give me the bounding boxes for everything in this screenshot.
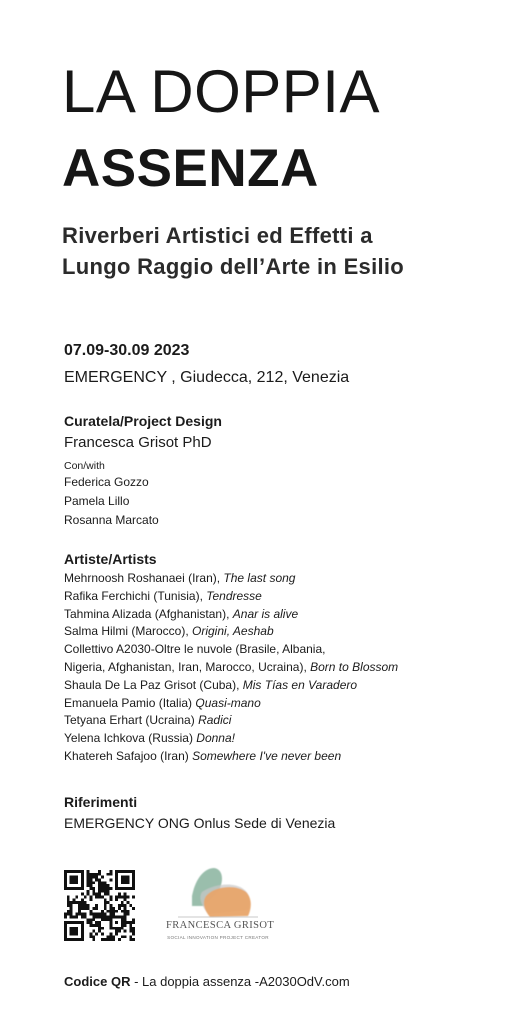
artwork-title: Anar is alive [232, 606, 299, 621]
logo-name: FRANCESCA GRISOT [166, 920, 275, 931]
event-dates: 07.09-30.09 2023 [64, 342, 190, 359]
references-heading: Riferimenti [64, 794, 138, 810]
artist-name: Collettivo A2030-Oltre le nuvole (Brasile, Albania, [64, 642, 326, 657]
footer-text: - La doppia assenza -A2030OdV.com [130, 974, 350, 989]
curator-lead: Francesca Grisot PhD [64, 434, 212, 451]
title-line-2: ASSENZA [62, 139, 319, 198]
artist-entry [64, 623, 398, 641]
curators-with-label: Con/with [64, 460, 105, 472]
collaborator: Rosanna Marcato [64, 513, 159, 527]
subtitle-line-2: Lungo Raggio dell’Arte in Esilio [62, 254, 405, 279]
footer-qr-caption [64, 974, 350, 989]
subtitle [62, 220, 404, 282]
artwork-title: Origini, Aeshab [192, 624, 274, 639]
artist-name: Mehrnoosh Roshanaei (Iran), [64, 571, 224, 585]
artist-name: Yelena Ichkova (Russia) [64, 731, 197, 746]
artwork-title: Donna! [196, 731, 235, 746]
artist-name: Rafika Ferchichi (Tunisia), [64, 588, 207, 603]
references-text: EMERGENCY ONG Onlus Sede di Venezia [64, 815, 336, 831]
artist-entry [64, 695, 398, 713]
curators-heading: Curatela/Project Design [64, 413, 222, 429]
artwork-title: Quasi-mano [195, 695, 261, 710]
artist-entry [64, 570, 398, 588]
logo-tagline: SOCIAL INNOVATION PROJECT CREATOR [167, 935, 269, 940]
artist-name: Tetyana Erhart (Ucraina) [64, 713, 199, 728]
footer-label: Codice QR [64, 974, 131, 989]
artist-name: Tahmina Alizada (Afghanistan), [64, 606, 233, 621]
artist-name: Shaula De La Paz Grisot (Cuba), [64, 677, 243, 692]
artist-name: Nigeria, Afghanistan, Iran, Marocco, Ucraina), [64, 659, 311, 674]
artist-entry [64, 588, 398, 606]
collaborator: Federica Gozzo [64, 475, 149, 489]
artists-list [64, 570, 398, 766]
artist-entry [64, 641, 398, 659]
artist-entry [64, 606, 398, 624]
artwork-title: Somewhere I've never been [192, 748, 342, 763]
artwork-title: Radici [198, 713, 232, 728]
artist-name: Emanuela Pamio (Italia) [64, 695, 196, 710]
artwork-title: Tendresse [206, 588, 262, 603]
artwork-title: The last song [223, 571, 296, 585]
event-venue: EMERGENCY , Giudecca, 212, Venezia [64, 369, 350, 386]
artist-entry [64, 730, 398, 748]
artist-name: Khatereh Safajoo (Iran) [64, 748, 193, 763]
artist-entry [64, 748, 398, 766]
qr-code[interactable] [64, 870, 135, 941]
artist-entry [64, 659, 398, 677]
artist-entry [64, 712, 398, 730]
artwork-title: Mis Tías en Varadero [242, 677, 358, 692]
title-line-1: LA DOPPIA [62, 58, 380, 125]
subtitle-line-1: Riverberi Artistici ed Effetti a [62, 223, 373, 248]
collaborator: Pamela Lillo [64, 494, 130, 508]
artist-name: Salma Hilmi (Marocco), [64, 624, 193, 639]
artists-heading: Artiste/Artists [64, 551, 157, 567]
francesca-grisot-logo [162, 862, 274, 944]
artwork-title: Born to Blossom [310, 659, 399, 674]
artist-entry [64, 677, 398, 695]
